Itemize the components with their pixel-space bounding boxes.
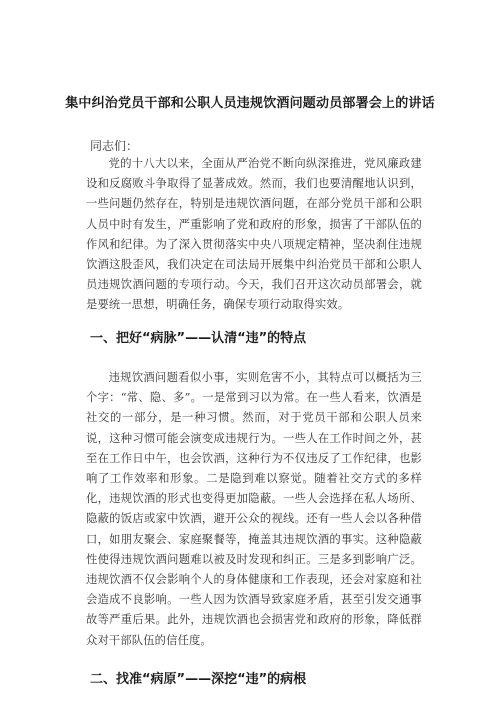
salutation: 同志们： xyxy=(90,139,139,153)
section-heading-2: 二、找准“病原”——深挖“违”的病根 xyxy=(90,672,307,687)
paragraph-section-1: 违规饮酒问题看似小事，实则危害不小，其特点可以概括为三个字：“常、隐、多”。一是常到习以为常。在一些人看来，饮酒是社交的一部分，是一种习惯。然而，对于党员干部和公职人员来说，这种习惯可能会演变成违规行为。一些人在工作时间之外，甚至在工作日中午，也会饮酒，这种行为不仅违反了工作纪律，也影响了工作效率和形象。二是隐到难以察觉。随着社交方式的多样化，违规饮酒的形式也变得更加隐蔽。一些人会选择在私人场所、隐蔽的饭店或家中饮酒，避开公众的视线。还有一些人会以各种借口，如朋友聚会、家庭聚餐等，掩盖其违规饮酒的事实。这种隐蔽性使得违规饮酒问题难以被及时发现和纠正。三是多到影响广泛。违规饮酒不仅会影响个人的身体健康和工作表现，还会对家庭和社会造成不良影响。一些人因为饮酒导致家庭矛盾，甚至引发交通事故等严重后果。此外，违规饮酒也会损害党和政府的形象，降低群众对干部队伍的信任度。 xyxy=(86,371,422,647)
section-heading-1: 一、把好“病脉”——认清“违”的特点 xyxy=(90,331,307,346)
document-title: 集中纠治党员干部和公职人员违规饮酒问题动员部署会上的讲话 xyxy=(65,96,435,111)
paragraph-intro: 党的十八大以来，全面从严治党不断向纵深推进，党风廉政建设和反腐败斗争取得了显著成效。然而，我们也要清醒地认识到，一些问题仍然存在，特别是违规饮酒问题，在部分党员干部和公职人员中时有发生，严重影响了党和政府的形象，损害了干部队伍的作风和纪律。为了深入贯彻落实中央八项规定精神，坚决刹住违规饮酒这股歪风，我们决定在司法局开展集中纠治党员干部和公职人员违规饮酒问题的专项行动。今天，我们召开这次动员部署会，就是要统一思想，明确任务，确保专项行动取得实效。 xyxy=(86,157,422,312)
